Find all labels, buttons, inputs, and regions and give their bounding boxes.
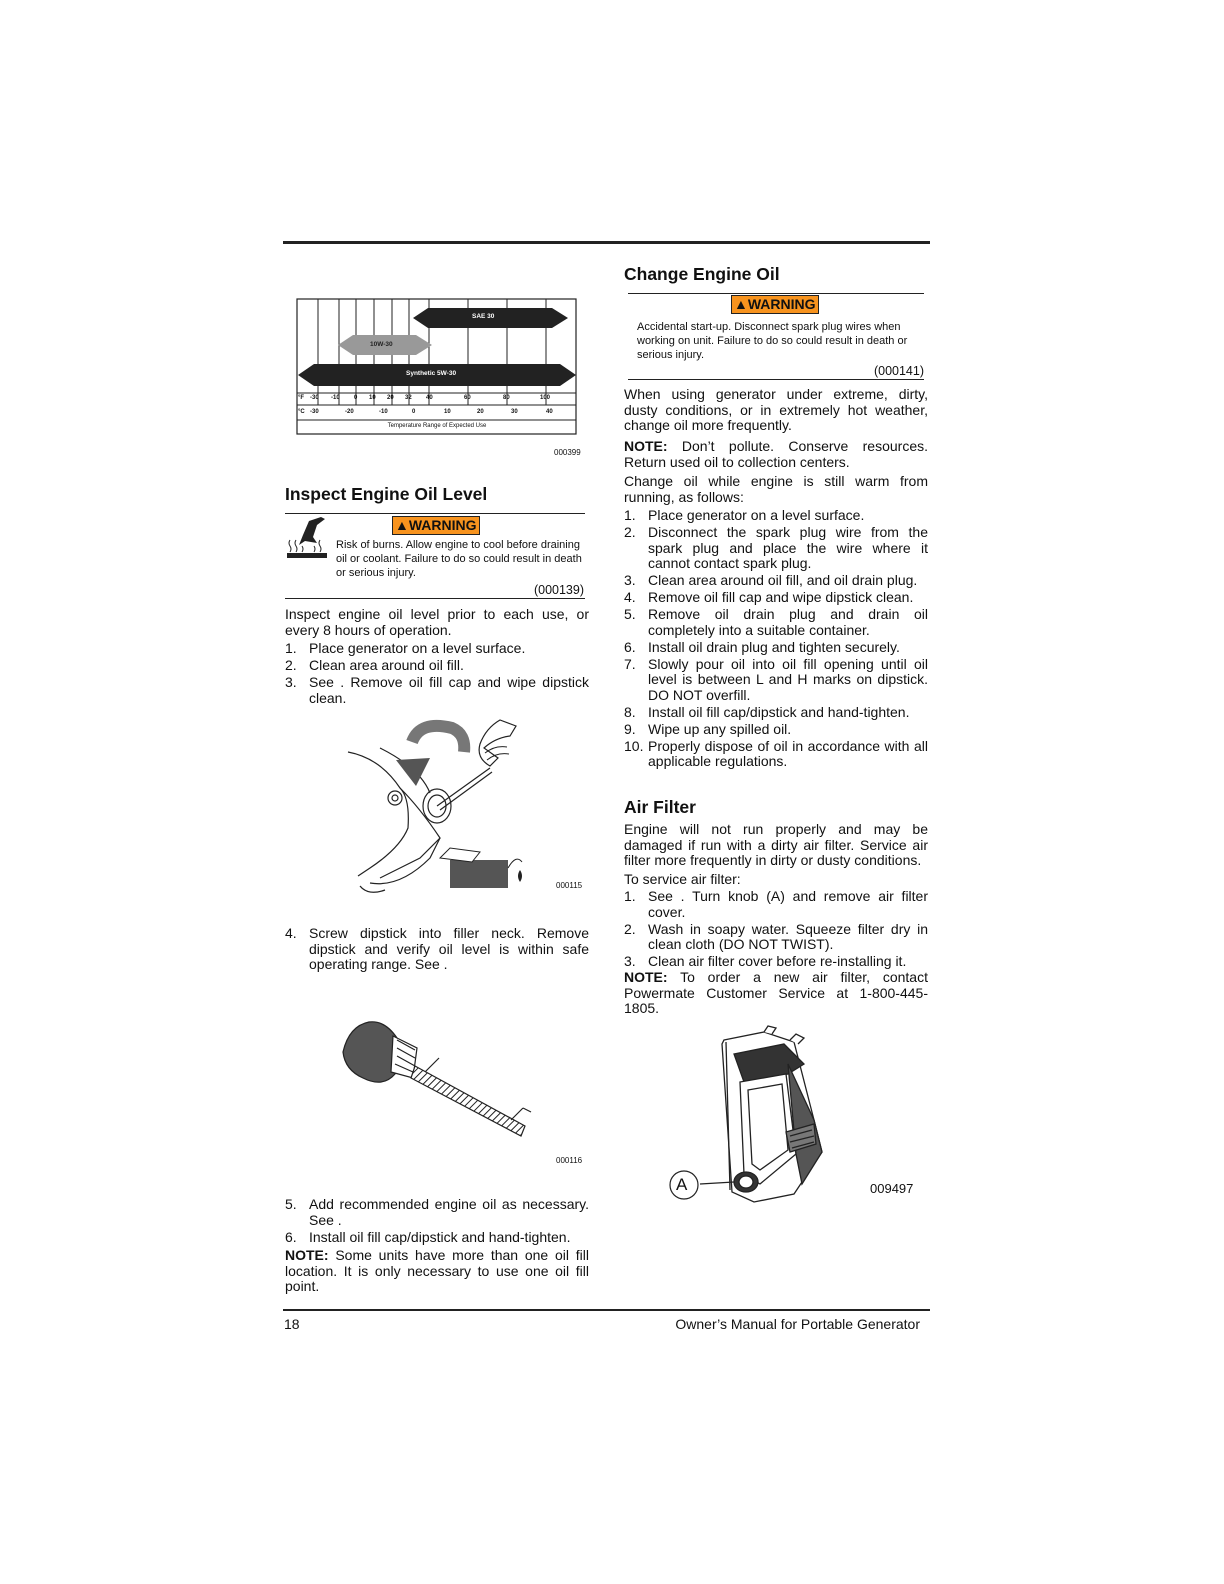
list-item: 6. Install oil fill cap/dipstick and hand-tighten.: [285, 1228, 571, 1245]
change-warning-badge: [731, 295, 819, 314]
f-tick: 32: [405, 395, 412, 401]
f-tick: 20: [387, 395, 394, 401]
inspect-intro: Inspect engine oil level prior to each use, or every 8 hours of operation.: [285, 606, 589, 638]
fig2-code: 000116: [556, 1156, 583, 1165]
warning-triangle-icon: ▲: [734, 296, 748, 312]
list-item: 3. Clean air filter cover before re-installing it.: [624, 953, 907, 969]
inspect-warning-bottom-rule: [285, 598, 585, 599]
list-item: 7. Slowly pour oil into oil fill opening until oil level is between L and H marks on dipstick. DO NOT overfill.: [624, 655, 928, 703]
fig1-code: 000115: [556, 881, 583, 890]
inspect-warning-code: (000139): [533, 583, 584, 597]
dipstick-removal-illustration: [340, 718, 540, 896]
bar-label-10w30: 10W-30: [370, 341, 393, 348]
list-item: 8. Install oil fill cap/dipstick and hand-tighten.: [624, 703, 910, 720]
inspect-steps-b: [285, 1197, 589, 1247]
change-warning-code: (000141): [873, 364, 924, 378]
top-rule: [283, 241, 930, 244]
page-number: 18: [284, 1316, 300, 1332]
f-tick: 60: [464, 395, 471, 401]
fahrenheit-label: °F: [298, 395, 305, 401]
list-item: 5. Add recommended engine oil as necessary. See .: [285, 1196, 589, 1228]
inspect-heading: Inspect Engine Oil Level: [285, 484, 488, 504]
change-warning-top-rule: [628, 293, 924, 294]
change-intro: When using generator under extreme, dirty, dusty conditions, or in extremely hot weather, change oil more frequently.: [624, 386, 928, 433]
inspect-warning-badge: [392, 516, 480, 535]
chart-graphic: [296, 298, 578, 436]
f-tick: 0: [354, 395, 358, 401]
air-filter-illustration: [664, 1024, 834, 1214]
air-intro: Engine will not run properly and may be damaged if run with a dirty air filter. Service air filter more frequently in dirty or dusty conditions.: [624, 821, 928, 868]
f-tick: 40: [426, 395, 433, 401]
hot-surface-icon: [287, 515, 333, 559]
c-tick: -20: [345, 409, 354, 415]
air-steps: [624, 889, 928, 971]
change-note: NOTE: Don’t pollute. Conserve resources. Return used oil to collection centers.: [624, 438, 928, 470]
list-item: 3. Clean area around oil fill, and oil drain plug.: [624, 572, 918, 588]
c-tick: -30: [310, 409, 319, 415]
f-tick: 100: [540, 395, 551, 401]
chart-fig-code: 000399: [554, 448, 581, 457]
inspect-note: NOTE: Some units have more than one oil fill location. It is only necessary to use one oil fill point.: [285, 1247, 589, 1294]
list-item: 6. Install oil drain plug and tighten securely.: [624, 638, 900, 655]
bottom-rule: [283, 1309, 930, 1311]
inspect-warning-label: WARNING: [408, 517, 477, 533]
c-tick: 30: [511, 409, 518, 415]
list-item: 2. Wash in soapy water. Squeeze filter dry in clean cloth (DO NOT TWIST).: [624, 920, 928, 952]
list-item: 10. Properly dispose of oil in accordance with all applicable regulations.: [624, 737, 928, 769]
callout-a-label: A: [676, 1175, 688, 1194]
celsius-label: °C: [298, 409, 305, 415]
list-item: 4. Screw dipstick into filler neck. Remove dipstick and verify oil level is within safe operating range. See .: [285, 925, 589, 972]
list-item: 2. Clean area around oil fill.: [285, 657, 464, 673]
air-intro2: To service air filter:: [624, 871, 741, 887]
air-fig-code: 009497: [870, 1181, 914, 1196]
f-tick: 80: [503, 395, 510, 401]
change-steps: [624, 508, 928, 771]
bar-label-synthetic: Synthetic 5W-30: [406, 370, 457, 377]
air-heading: Air Filter: [624, 797, 696, 817]
change-heading: Change Engine Oil: [624, 264, 780, 284]
change-warning-label: WARNING: [747, 296, 816, 312]
change-warning-text: Accidental start-up. Disconnect spark plug wires when working on unit. Failure to do so could result in death or serious injury.: [637, 321, 908, 361]
list-item: 4. Remove oil fill cap and wipe dipstick clean.: [624, 589, 914, 605]
dipstick-illustration: [335, 1016, 540, 1146]
change-intro2: Change oil while engine is still warm from running, as follows:: [624, 473, 928, 505]
list-item: 9. Wipe up any spilled oil.: [624, 720, 792, 737]
list-item: 3. See . Remove oil fill cap and wipe dipstick clean.: [285, 674, 589, 706]
c-tick: 10: [444, 409, 451, 415]
warning-triangle-icon: ▲: [395, 517, 409, 533]
c-tick: 20: [477, 409, 484, 415]
air-note: NOTE: To order a new air filter, contact Powermate Customer Service at 1-800-445-1805.: [624, 969, 928, 1016]
inspect-steps: [285, 641, 589, 708]
list-item: 2. Disconnect the spark plug wire from the spark plug and place the wire where it cannot contact spark plug.: [624, 524, 928, 571]
c-tick: 0: [412, 409, 416, 415]
f-tick: -10: [331, 395, 340, 401]
list-item: 1. Place generator on a level surface.: [285, 640, 526, 656]
inspect-warning-top-rule: [285, 513, 585, 514]
c-tick: 40: [546, 409, 553, 415]
list-item: 1. Place generator on a level surface.: [624, 507, 865, 523]
bar-label-sae30: SAE 30: [472, 313, 495, 320]
list-item: 1. See . Turn knob (A) and remove air filter cover.: [624, 888, 928, 920]
f-tick: -30: [310, 395, 319, 401]
inspect-step4: [285, 926, 589, 974]
inspect-warning-text: Risk of burns. Allow engine to cool before draining oil or coolant. Failure to do so could result in death or serious injury.: [336, 539, 582, 579]
change-warning-bottom-rule: [628, 379, 924, 380]
c-tick: -10: [379, 409, 388, 415]
list-item: 5. Remove oil drain plug and drain oil completely into a suitable container.: [624, 606, 928, 638]
footer-title: Owner’s Manual for Portable Generator: [675, 1316, 920, 1332]
oil-viscosity-chart: [296, 298, 578, 436]
f-tick: 10: [369, 395, 376, 401]
chart-caption: Temperature Range of Expected Use: [387, 423, 487, 429]
